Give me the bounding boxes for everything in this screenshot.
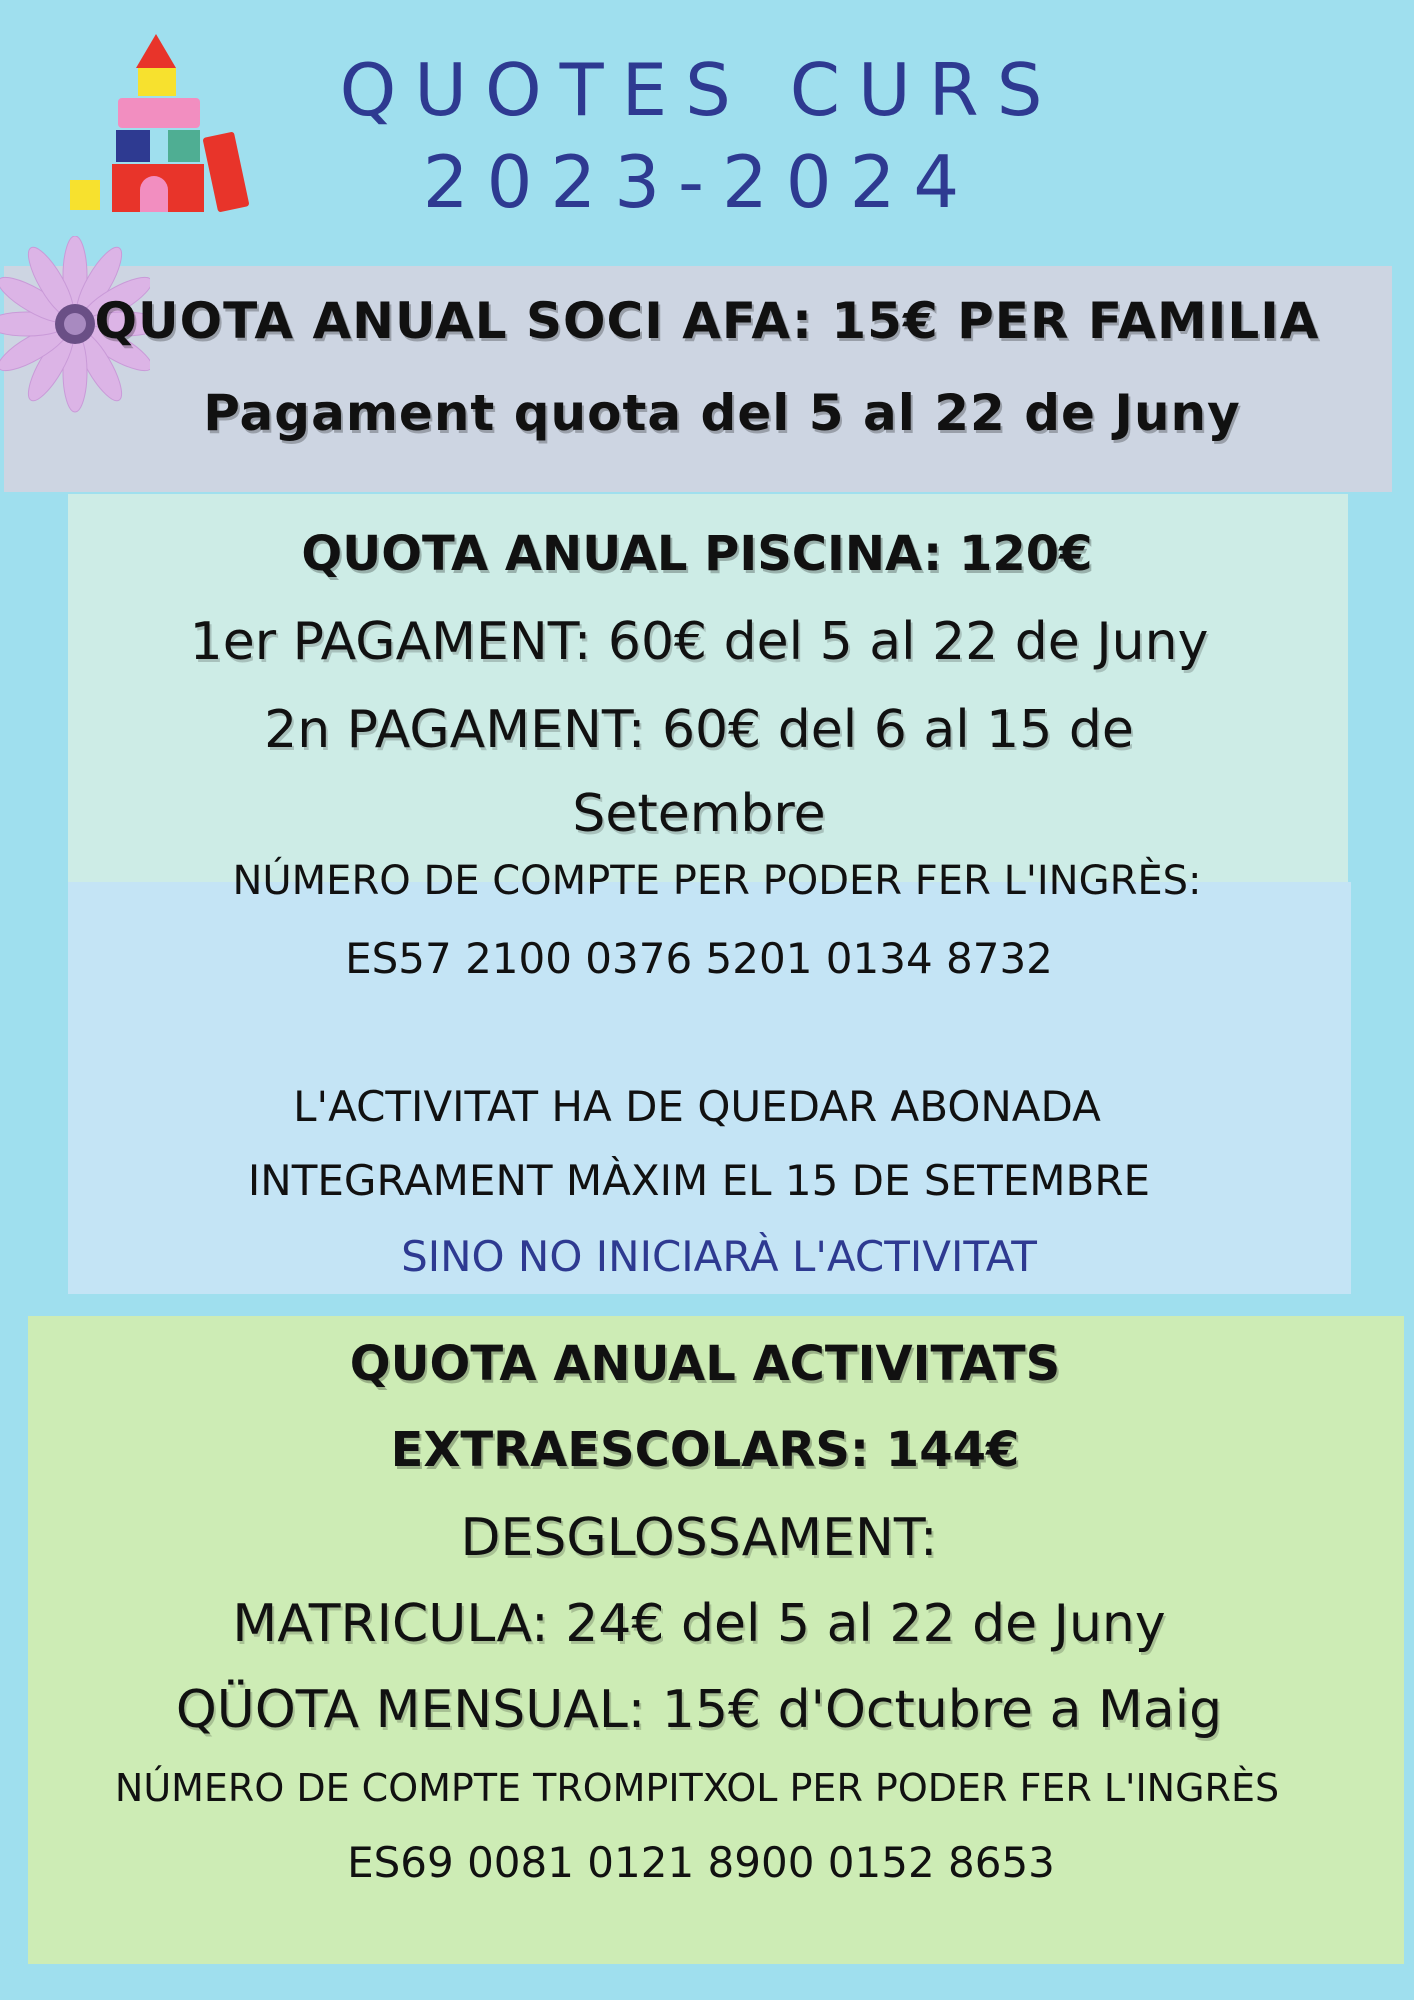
extraescolars-title-line1: QUOTA ANUAL ACTIVITATS [349, 1336, 1061, 1392]
soci-fee-text: QUOTA ANUAL SOCI AFA: 15€ PER FAMILIA [94, 292, 1320, 350]
monthly-fee-text: QÜOTA MENSUAL: 15€ d'Octubre a Maig [175, 1680, 1223, 1740]
piscina-payment2-line1: 2n PAGAMENT: 60€ del 6 al 15 de [264, 700, 1134, 760]
breakdown-label: DESGLOSSAMENT: [460, 1508, 938, 1568]
warning-text: SINO NO INICIARÀ L'ACTIVITAT [401, 1232, 1037, 1281]
extraescolars-title-line2: EXTRAESCOLARS: 144€ [390, 1422, 1020, 1478]
trompitxol-account-iban: ES69 0081 0121 8900 0152 8653 [347, 1838, 1055, 1887]
piscina-payment2-line2: Setembre [572, 784, 826, 844]
trompitxol-account-label: NÚMERO DE COMPTE TROMPITXOL PER PODER FER L'INGRÈS [114, 1766, 1280, 1810]
piscina-payment1: 1er PAGAMENT: 60€ del 5 al 22 de Juny [189, 612, 1209, 672]
notice-line2: INTEGRAMENT MÀXIM EL 15 DE SETEMBRE [247, 1156, 1151, 1205]
soci-payment-text: Pagament quota del 5 al 22 de Juny [203, 384, 1241, 442]
piscina-title: QUOTA ANUAL PISCINA: 120€ [301, 526, 1093, 582]
account-iban: ES57 2100 0376 5201 0134 8732 [345, 934, 1053, 983]
notice-line1: L'ACTIVITAT HA DE QUEDAR ABONADA [293, 1082, 1101, 1131]
page-title-line1: QUOTES CURS [339, 48, 1061, 132]
account-label: NÚMERO DE COMPTE PER PODER FER L'INGRÈS: [232, 858, 1202, 904]
page-title-line2: 2023-2024 [422, 140, 978, 224]
matricula-text: MATRICULA: 24€ del 5 al 22 de Juny [232, 1594, 1166, 1654]
toy-blocks-icon [60, 30, 260, 220]
